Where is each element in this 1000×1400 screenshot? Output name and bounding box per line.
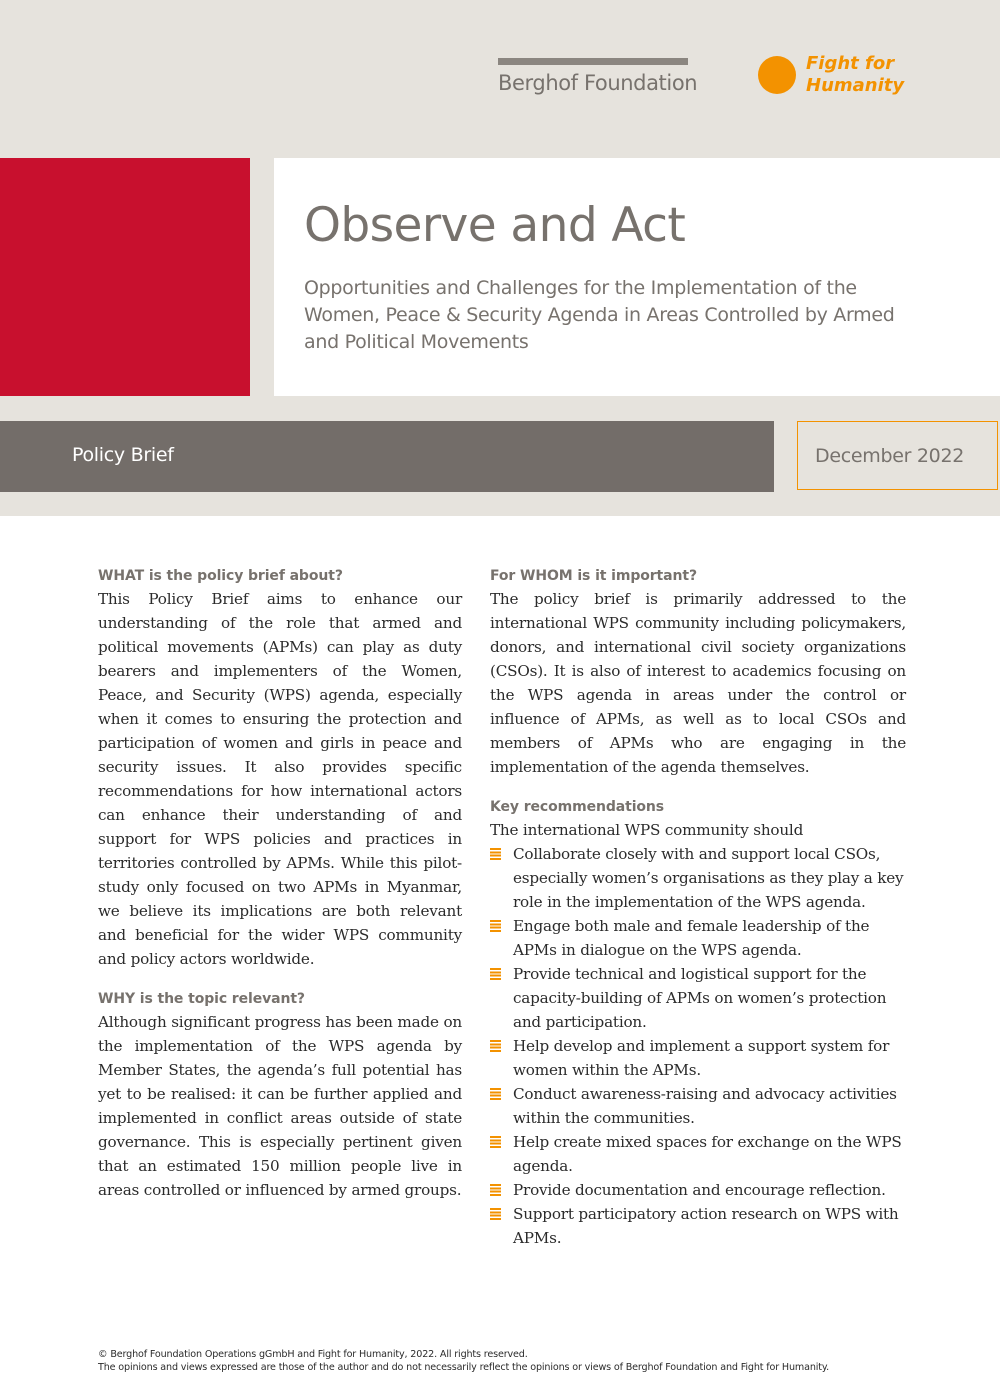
list-item: [490, 1202, 906, 1250]
orange-circle-icon: [758, 56, 796, 94]
document-title: Observe and Act: [304, 198, 686, 253]
publication-date: December 2022: [815, 445, 965, 467]
list-item-text: Collaborate closely with and support local CSOs, especially women’s organisations as they play a key role in the implementation of the WPS agenda.: [513, 845, 904, 911]
document-subtitle: Opportunities and Challenges for the Implementation of the Women, Peace & Security Agenda in Areas Controlled by Armed and Political Movements: [304, 277, 895, 353]
list-item: [490, 1034, 906, 1082]
footer-disclaimer: The opinions and views expressed are those of the author and do not necessarily reflect the opinions or views of Berghof Foundation and Fight for Humanity.: [98, 1361, 829, 1373]
list-item: [490, 1178, 906, 1202]
list-item-text: Support participatory action research on WPS with APMs.: [513, 1205, 899, 1247]
list-bullet-icon: [490, 1040, 501, 1052]
list-item-text: Engage both male and female leadership of the APMs in dialogue on the WPS agenda.: [513, 917, 870, 959]
recommendations-heading: Key recommendations: [490, 799, 665, 815]
date-box: [797, 421, 998, 490]
footer: [98, 1349, 978, 1374]
list-bullet-icon: [490, 920, 501, 932]
list-item: [490, 962, 906, 1034]
list-item-text: Conduct awareness-raising and advocacy activities within the communities.: [513, 1085, 897, 1127]
what-heading: WHAT is the policy brief about?: [98, 568, 343, 584]
left-column: [98, 568, 462, 1202]
why-body: Although significant progress has been made on the implementation of the WPS agenda by Member States, the agenda’s full potential has yet to be realised: it can be further applied and implemented in conflict areas outside of state governance. This is especially pertinent given that an estimated 150 million people live in areas controlled or influenced by armed groups.: [98, 1013, 462, 1199]
berghof-foundation-logo: [498, 58, 698, 95]
list-bullet-icon: [490, 968, 501, 980]
list-item-text: Help create mixed spaces for exchange on the WPS agenda.: [513, 1133, 902, 1175]
whom-heading: For WHOM is it important?: [490, 568, 697, 584]
list-bullet-icon: [490, 1136, 501, 1148]
document-type-label: Policy Brief: [72, 444, 174, 466]
recommendations-intro: The international WPS community should: [490, 821, 804, 839]
list-bullet-icon: [490, 1208, 501, 1220]
recommendations-list: [490, 842, 906, 1250]
berghof-logo-text: Berghof Foundation: [498, 71, 698, 95]
list-item: [490, 1130, 906, 1178]
red-accent-block: [0, 158, 250, 396]
fight-for-humanity-logo: [758, 53, 918, 103]
what-body: This Policy Brief aims to enhance our understanding of the role that armed and political movements (APMs) can play as duty bearers and implementers of the Women, Peace, and Security (WPS) agenda, especially when it comes to ensuring the protection and participation of women and girls in peace and security issues. It also provides specific recommendations for how international actors can enhance their understanding of and support for WPS policies and practices in territories controlled by APMs. While this pilot-study only focused on two APMs in Myanmar, we believe its implications are both relevant and beneficial for the wider WPS community and policy actors worldwide.: [98, 590, 462, 968]
footer-copyright: © Berghof Foundation Operations gGmbH and Fight for Humanity, 2022. All rights reserved.: [98, 1349, 528, 1360]
list-bullet-icon: [490, 1088, 501, 1100]
list-item: [490, 842, 906, 914]
list-item-text: Provide technical and logistical support for the capacity-building of APMs on women’s protection and participation.: [513, 965, 887, 1031]
list-item: [490, 1082, 906, 1130]
list-item-text: Help develop and implement a support system for women within the APMs.: [513, 1037, 890, 1079]
ffh-logo-text: [806, 53, 904, 97]
list-item: [490, 914, 906, 962]
logo-bar: [498, 58, 688, 65]
right-column: [490, 568, 906, 1250]
list-item-text: Provide documentation and encourage reflection.: [513, 1181, 886, 1199]
ffh-logo-line1: Fight for: [806, 53, 895, 74]
document-type-bar: [0, 421, 774, 492]
ffh-logo-line2: Humanity: [806, 75, 905, 96]
list-bullet-icon: [490, 1184, 501, 1196]
list-bullet-icon: [490, 848, 501, 860]
title-card: [274, 158, 1000, 396]
whom-body: The policy brief is primarily addressed to the international WPS community including policymakers, donors, and international civil society organizations (CSOs). It is also of interest to academics focusing on the WPS agenda in areas under the control or influence of APMs, as well as to local CSOs and members of APMs who are engaging in the implementation of the agenda themselves.: [490, 590, 906, 776]
why-heading: WHY is the topic relevant?: [98, 991, 305, 1007]
